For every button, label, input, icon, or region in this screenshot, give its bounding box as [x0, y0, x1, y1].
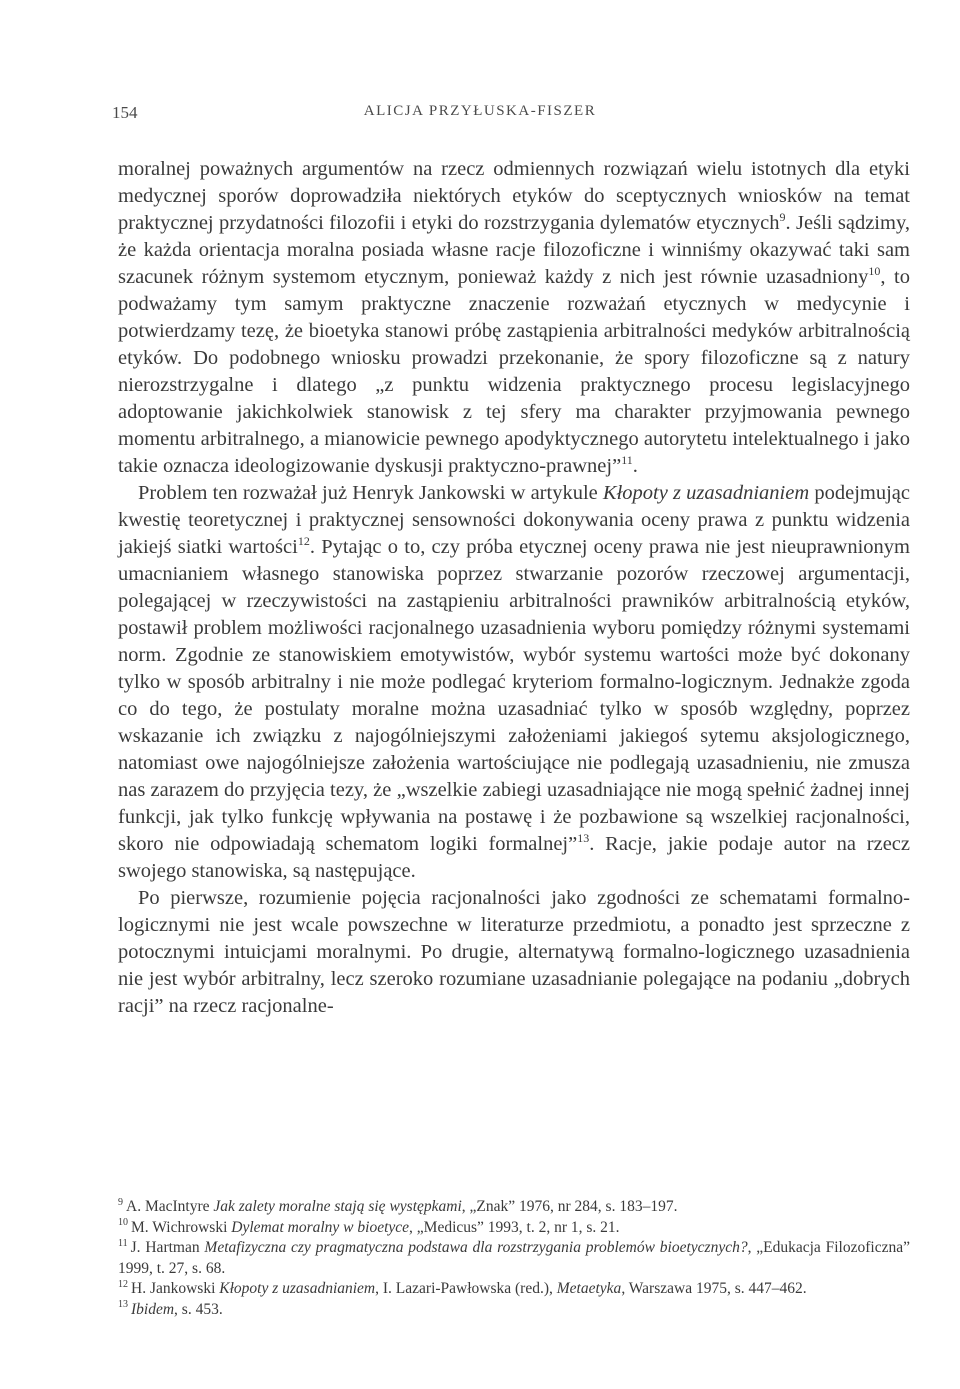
- page-number: 154: [112, 103, 138, 122]
- footnote-13: $^{13}$ Ibidem, s. 453.: [118, 1299, 223, 1318]
- running-head: ALICJA PRZYŁUSKA-FISZER: [363, 103, 597, 119]
- footnote-ref-9: 9: [779, 210, 786, 225]
- body-text: [118, 156, 910, 1020]
- footnote-ref-12: 12: [297, 534, 310, 549]
- footnote-ref-13: 13: [577, 831, 590, 846]
- article-title: Kłopoty z uzasadnianiem: [602, 482, 810, 504]
- footnotes: [118, 1197, 910, 1320]
- paragraph-3: Po pierwsze, rozumienie pojęcia racjonalności jako zgodności ze schematami formalno-logicznymi nie jest wcale powszechne w literaturze przedmiotu, a ponadto jest sprzeczne z potocznymi intuicjami moralnymi. Po drugie, alternatywą formalno-logicznego uzasadnienia nie jest wybór arbitralny, lecz szeroko rozumiane uzasadnianie polegające na podaniu „dobrych racji” na rzecz racjonalne-: [118, 887, 910, 1017]
- paragraph-2: Problem ten rozważał już Henryk Jankowski w artykule Kłopoty z uzasadnianiem podejmując kwestię teoretycznej i praktycznej sensowności dokonywania oceny prawa z punktu widzenia jakiejś siatki wartości$^{12}$. Pytając o to, czy próba etycznej oceny prawa nie jest nieuprawnionym umacnianiem własnego stanowiska poprzez stwarzanie pozorów rzeczowej argumentacji, polegającej w rzeczywistości na zastąpieniu arbitralności prawników arbitralnością etyków, postawił problem możliwości racjonalnego uzasadnienia wyboru pomiędzy różnymi systemami norm. Zgodnie ze stanowiskiem emotywistów, wybór systemu wartości może być dokonany tylko w sposób arbitralny i nie może podlegać kryteriom formalno-logicznym. Jednakże zgoda co do tego, że postulaty moralne można uzasadniać tylko w sposób względny, poprzez wskazanie ich związku z najogólniejszymi założeniami jakiegoś sytemu aksjologicznego, natomiast owe najogólniejsze założenia wartościujące nie podlegają uzasadnieniu, nie zmusza nas zarazem do przyjęcia tezy, że „wszelkie zabiegi uzasadniające nie mogą spełnić żadnej innej funkcji, jak tylko funkcję wpływania na postawę i że pozbawione są wszelkiej racjonalności, skoro nie odpowiadają schematom logiki formalnej”$^{13}$. Racje, jakie podaje autor na rzecz swojego stanowiska, są następujące.: [118, 482, 911, 882]
- footnote-9: $^9$ A. MacIntyre Jak zalety moralne stają się występkami, „Znak” 1976, nr 284, s. 183–197.: [118, 1196, 678, 1215]
- footnote-12: $^{12}$ H. Jankowski Kłopoty z uzasadnianiem, I. Lazari-Pawłowska (red.), Metaetyka, Warszawa 1975, s. 447–462.: [118, 1278, 807, 1297]
- page-header: [0, 103, 960, 129]
- footnote-ref-11: 11: [621, 453, 633, 468]
- footnote-ref-10: 10: [868, 264, 881, 279]
- paragraph-1: moralnej poważnych argumentów na rzecz odmiennych rozwiązań wielu istotnych dla etyki medycznej sporów doprowadziła niektórych etyków do sceptycznych wniosków na temat praktycznej przydatności filozofii i etyki do rozstrzygania dylematów etycznych$^9$. Jeśli sądzimy, że każda orientacja moralna posiada własne racje filozoficzne i winniśmy okazywać taki sam szacunek różnym systemom etycznym, ponieważ każdy z nich jest równie uzasadniony$^{10}$, to podważamy tym samym praktyczne znaczenie rozważań etycznych w medycynie i potwierdzamy tezę, że bioetyka stanowi próbę zastąpienia arbitralności medyków arbitralnością etyków. Do podobnego wniosku prowadzi przekonanie, że spory filozoficzne są z natury nierozstrzygalne i dlatego „z punktu widzenia praktycznego procesu legislacyjnego adoptowanie jakichkolwiek stanowisk z tej sfery ma charakter przyjmowania pewnego momentu arbitralnego, a mianowicie pewnego apodyktycznego autorytetu intelektualnego i jako takie oznacza ideologizowanie dyskusji praktyczno-prawnej”$^{11}$.: [118, 158, 910, 477]
- footnote-11: $^{11}$ J. Hartman Metafizyczna czy pragmatyczna podstawa dla rozstrzygania problemów bioetycznych?, „Edukacja Filozoficzna” 1999, t. 27, s. 68.: [118, 1237, 910, 1277]
- footnote-10: $^{10}$ M. Wichrowski Dylemat moralny w bioetyce, „Medicus” 1993, t. 2, nr 1, s. 21.: [118, 1217, 620, 1236]
